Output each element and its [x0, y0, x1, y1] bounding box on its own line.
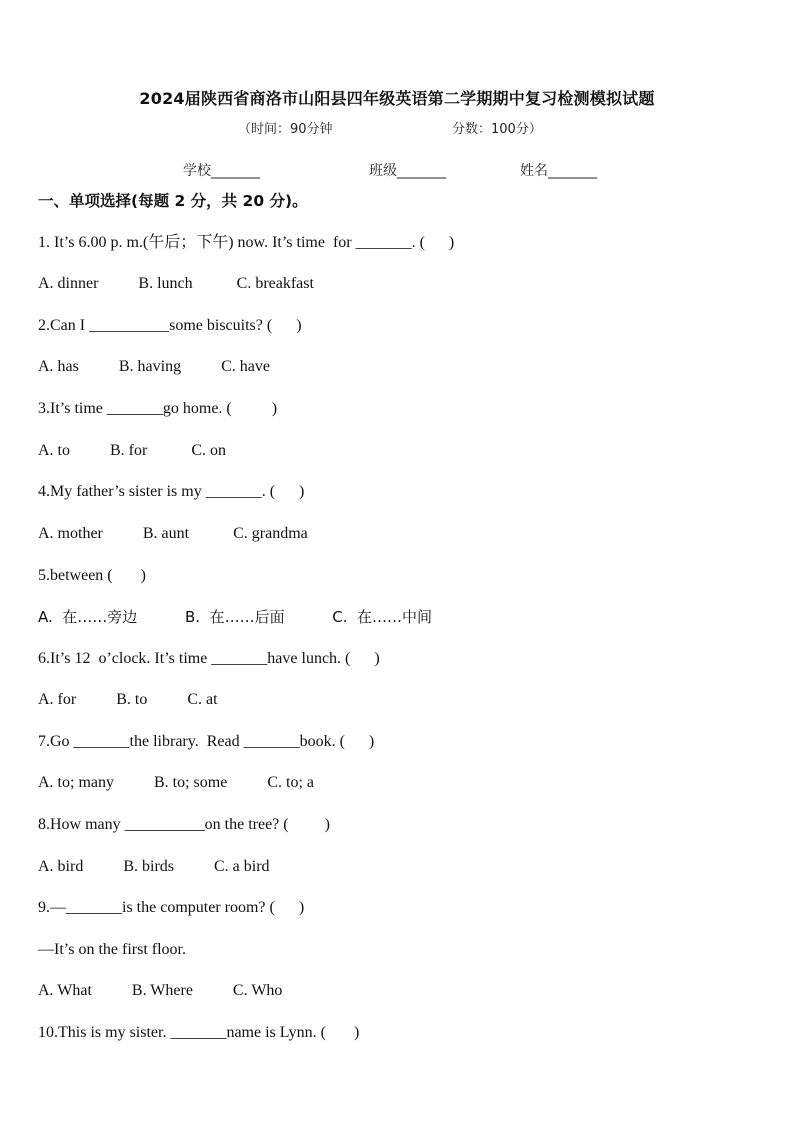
exam-time: （时间：90分钟	[238, 122, 333, 137]
question-1: 1. It’s 6.00 p. m.(午后；下午) now. It’s time for _______. ( )	[38, 234, 455, 251]
section-heading: 一、单项选择(每题 2 分，共 20 分)。	[38, 192, 308, 210]
school-field: 学校_______	[183, 163, 260, 179]
question-10: 10.This is my sister. _______name is Lynn. ( )	[38, 1024, 360, 1041]
question-6: 6.It’s 12 o’clock. It’s time _______have lunch. ( )	[38, 650, 380, 667]
question-4-options: A. mother B. aunt C. grandma	[38, 525, 308, 542]
question-1-options: A. dinner B. lunch C. breakfast	[38, 275, 314, 292]
question-3: 3.It’s time _______go home. ( )	[38, 400, 278, 417]
question-8-options: A. bird B. birds C. a bird	[38, 858, 270, 875]
question-9: 9.—_______is the computer room? ( )	[38, 899, 305, 916]
question-5: 5.between ( )	[38, 567, 146, 584]
question-3-options: A. to B. for C. on	[38, 442, 226, 459]
question-7-options: A. to; many B. to; some C. to; a	[38, 774, 314, 791]
question-9-answer: —It’s on the first floor.	[38, 941, 186, 958]
question-7: 7.Go _______the library. Read _______book. ( )	[38, 733, 375, 750]
question-9-options: A. What B. Where C. Who	[38, 982, 283, 999]
exam-score: 分数：100分）	[452, 122, 542, 137]
question-4: 4.My father’s sister is my _______. ( )	[38, 483, 305, 500]
question-2-options: A. has B. having C. have	[38, 358, 270, 375]
exam-title: 2024届陕西省商洛市山阳县四年级英语第二学期期中复习检测模拟试题	[139, 89, 655, 108]
name-field: 姓名_______	[520, 163, 597, 179]
question-8: 8.How many __________on the tree? ( )	[38, 816, 330, 833]
question-6-options: A. for B. to C. at	[38, 691, 218, 708]
class-field: 班级_______	[369, 163, 446, 179]
question-5-options: A. 在……旁边 B. 在……后面 C. 在……中间	[38, 608, 433, 626]
question-2: 2.Can I __________some biscuits? ( )	[38, 317, 302, 334]
